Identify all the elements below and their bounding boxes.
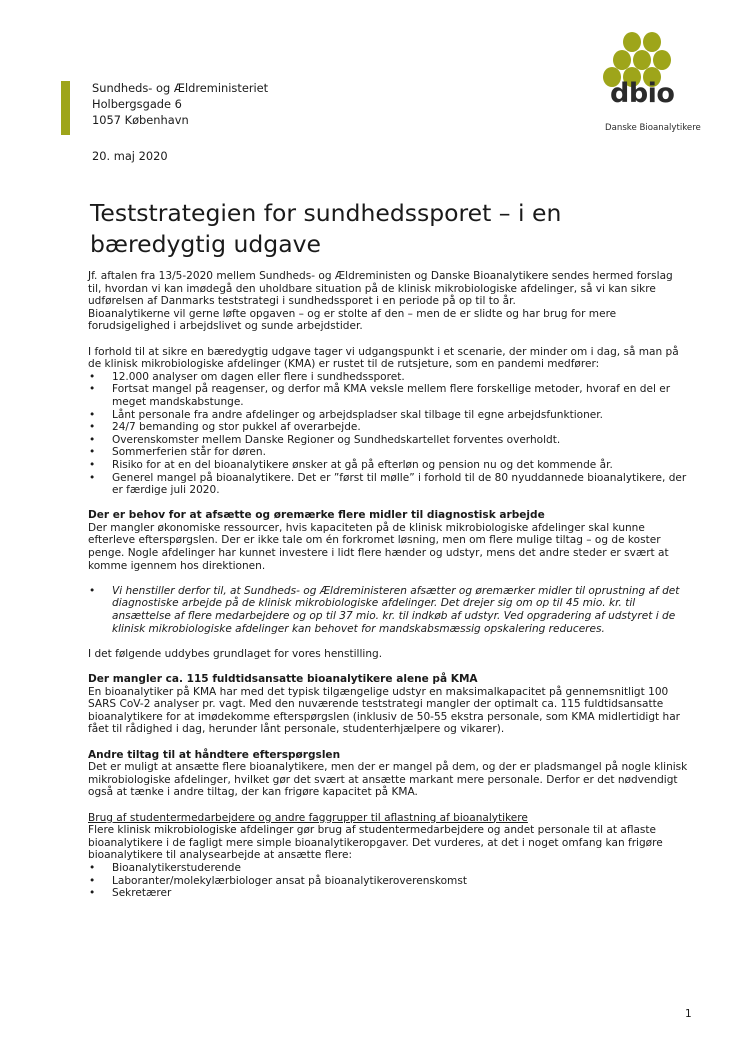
address-line: 1057 København — [92, 113, 189, 127]
section-heading: Der er behov for at afsætte og øremærke flere midler til diagnostisk arbejde — [88, 509, 545, 522]
list-item: • 24/7 bemanding og stor pukkel af overarbejde. — [88, 421, 688, 434]
list-item: • Sekretærer — [88, 887, 688, 900]
address-line: Sundheds- og Ældreministeriet — [92, 81, 269, 95]
staff-list — [88, 862, 688, 900]
list-item: • Overenskomster mellem Danske Regioner og Sundhedskartellet forventes overholdt. — [88, 434, 688, 447]
list-item: • 12.000 analyser om dagen eller flere i sundhedssporet. — [88, 371, 688, 384]
list-item: • Lånt personale fra andre afdelinger og arbejdspladser skal tilbage til egne arbejdsfunktioner. — [88, 409, 688, 422]
intro-paragraph: Bioanalytikerne vil gerne løfte opgaven – og er stolte af den – men de er slidte og har brug for mere forudsigelighed i arbejdslivet og sunde arbejdstider. — [88, 307, 617, 333]
recommendation-list — [88, 585, 688, 635]
list-item: • Sommerferien står for døren. — [88, 446, 688, 459]
logo-wordmark: dbio — [610, 78, 675, 109]
accent-bar — [61, 81, 70, 135]
following-paragraph: I det følgende uddybes grundlaget for vores henstilling. — [88, 647, 383, 660]
list-item: • Fortsat mangel på reagenser, og derfor må KMA veksle mellem flere forskellige metoder, hvoraf en del er meget mandskabstunge. — [88, 383, 688, 408]
list-item: • Risiko for at en del bioanalytikere ønsker at gå på efterløn og pension nu og det kommende år. — [88, 459, 688, 472]
section-heading: Der mangler ca. 115 fuldtidsansatte bioanalytikere alene på KMA — [88, 673, 478, 685]
section-paragraph: Der mangler økonomiske ressourcer, hvis kapaciteten på de klinisk mikrobiologiske afdelinger skal kunne efterleve efterspørgslen. Der er ikke tale om én forkromet løsning, men om flere mulige tiltag – og de koster penge. Nogle afdelinger har kunnet investere i lidt flere hænder og udstyr, mens det andre steder er svært at komme igennem hos direktionen. — [88, 521, 669, 572]
letter-date: 20. maj 2020 — [92, 149, 168, 163]
list-item: • Laboranter/molekylærbiologer ansat på bioanalytikeroverenskomst — [88, 875, 688, 888]
scenario-list — [88, 371, 688, 497]
scenario-paragraph: I forhold til at sikre en bæredygtig udgave tager vi udgangspunkt i et scenarie, der minder om i dag, så man på de klinisk mikrobiologiske afdelinger (KMA) er rustet til de rutsjeture, som en pandemi medfører: — [88, 345, 679, 371]
section-subheading: Brug af studentermedarbejdere og andre faggrupper til aflastning af bioanalytikere — [88, 811, 528, 824]
intro-paragraph: Jf. aftalen fra 13/5-2020 mellem Sundheds- og Ældreministen og Danske Bioanalytikere sendes hermed forslag til, hvordan vi kan imødegå den uholdbare situation på de klinisk mikrobiologiske afdelinger, så vi kan sikre udførelsen af Danmarks teststrategi i sundhedssporet i en periode på op til to år. — [88, 270, 673, 308]
section-paragraph: En bioanalytiker på KMA har med det typisk tilgængelige udstyr en maksimalkapacitet på gennemsnitligt 100 SARS CoV-2 analyser pr. vagt. Med den nuværende teststrategi mangler der optimalt ca. 115 fuldtidsansatte bioanalytikere for at imødekomme efterspørgslen (inklusiv de 50-55 ekstra personale, som KMA midlertidigt har fået til rådighed i dag, herunder lånt personale, studenterhjælpere og vikarer). — [88, 685, 681, 736]
list-item: • Bioanalytikerstuderende — [88, 862, 688, 875]
list-item: • Generel mangel på bioanalytikere. Det er ”først til mølle” i forhold til de 80 nyuddannede bioanalytikere, der er færdige juli 2020. — [88, 472, 688, 497]
page-number: 1 — [685, 1008, 692, 1020]
section-heading: Andre tiltag til at håndtere efterspørgslen — [88, 748, 341, 761]
logo-subtitle: Danske Bioanalytikere — [605, 123, 701, 133]
address-line: Holbergsgade 6 — [92, 97, 182, 111]
document-body — [88, 270, 688, 900]
document-title: Teststrategien for sundhedssporet – i en bæredygtig udgave — [90, 199, 562, 258]
section-paragraph: Det er muligt at ansætte flere bioanalytikere, men der er mangel på dem, og der er pladsmangel på nogle klinisk mikrobiologiske afdelinger, hvilket gør det svært at ansætte markant mere personale. Derfor er det nødvendigt også at tænke i andre tiltag, der kan frigøre kapacitet på KMA. — [88, 761, 688, 799]
section-paragraph: Flere klinisk mikrobiologiske afdelinger gør brug af studentermedarbejdere og andet personale til at aflaste bioanalytikere i de fagligt mere simple bioanalytikeropgaver. Det vurderes, at det i noget omfang kan frigøre bioanalytikere til analysearbejde at ansætte flere: — [88, 824, 663, 862]
recommendation-item: • Vi henstiller derfor til, at Sundheds- og Ældreministeren afsætter og øremærker midler til oprustning af det diagnostiske arbejde på de klinisk mikrobiologiske afdelinger. Det drejer sig om op til 45 mio. kr. til ansættelse af flere medarbejdere og op til 37 mio. kr. til indkøb af udstyr. Ved opgradering af udstyret i de klinisk mikrobiologiske afdelinger kan behovet for mandskabsmæssig opskalering reduceres. — [88, 585, 688, 635]
recipient-address — [92, 80, 268, 128]
